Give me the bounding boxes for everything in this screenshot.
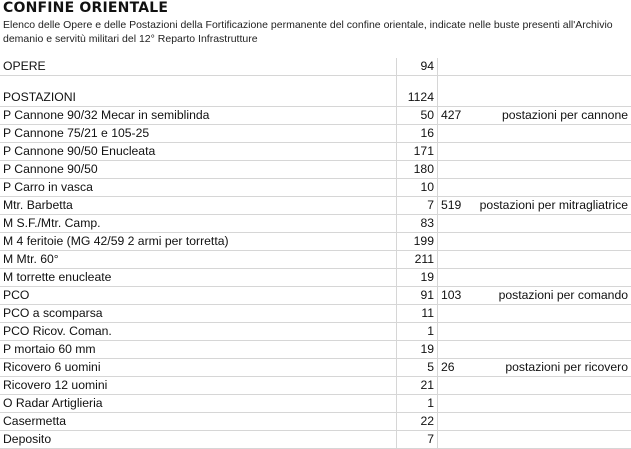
row-count: 10 xyxy=(397,179,438,197)
page-subtitle: Elenco delle Opere e delle Postazioni della Fortificazione permanente del confine orientale, indicate nelle buste presenti all'Archivio demanio e servitù militari del 12° Reparto Infrastrutture xyxy=(3,19,613,45)
table-row xyxy=(0,359,631,377)
row-label: Ricovero 6 uomini xyxy=(0,359,397,377)
row-group-total xyxy=(438,89,477,107)
row-group-total xyxy=(438,431,477,449)
table-row xyxy=(0,395,631,413)
row-count: 21 xyxy=(397,377,438,395)
row-label: M 4 feritoie (MG 42/59 2 armi per torretta) xyxy=(0,233,397,251)
row-count: 1 xyxy=(397,323,438,341)
table-row xyxy=(0,197,631,215)
table-row xyxy=(0,89,631,107)
row-label: P Cannone 90/50 xyxy=(0,161,397,179)
row-count: 83 xyxy=(397,215,438,233)
row-count: 94 xyxy=(397,58,438,76)
row-group-total xyxy=(438,377,477,395)
row-group-description xyxy=(476,251,631,269)
table-row xyxy=(0,179,631,197)
spacer-cell xyxy=(476,76,631,90)
row-group-description xyxy=(476,161,631,179)
row-label: Casermetta xyxy=(0,413,397,431)
row-count: 91 xyxy=(397,287,438,305)
row-label: O Radar Artiglieria xyxy=(0,395,397,413)
row-group-description xyxy=(476,233,631,251)
table-row xyxy=(0,251,631,269)
row-count: 1 xyxy=(397,395,438,413)
row-group-description: postazioni per mitragliatrice xyxy=(476,197,631,215)
row-group-description xyxy=(476,395,631,413)
row-label: M Mtr. 60° xyxy=(0,251,397,269)
row-label: PCO a scomparsa xyxy=(0,305,397,323)
row-group-total: 103 xyxy=(438,287,477,305)
spacer-cell xyxy=(438,76,477,90)
row-label: PCO Ricov. Coman. xyxy=(0,323,397,341)
spacer-cell xyxy=(397,76,438,90)
table-row xyxy=(0,341,631,359)
row-label: M torrette enucleate xyxy=(0,269,397,287)
row-count: 19 xyxy=(397,269,438,287)
table-row xyxy=(0,215,631,233)
row-label: P Cannone 75/21 e 105-25 xyxy=(0,125,397,143)
row-count: 211 xyxy=(397,251,438,269)
row-count: 50 xyxy=(397,107,438,125)
row-count: 171 xyxy=(397,143,438,161)
table-row xyxy=(0,431,631,449)
table-row xyxy=(0,125,631,143)
spacer-row xyxy=(0,76,631,90)
row-group-description: postazioni per cannone xyxy=(476,107,631,125)
page-title: CONFINE ORIENTALE xyxy=(3,0,169,16)
row-group-description: postazioni per comando xyxy=(476,287,631,305)
row-label: PCO xyxy=(0,287,397,305)
row-label: P Carro in vasca xyxy=(0,179,397,197)
row-count: 16 xyxy=(397,125,438,143)
spacer-cell xyxy=(0,76,397,90)
row-label: M S.F./Mtr. Camp. xyxy=(0,215,397,233)
row-group-total xyxy=(438,413,477,431)
row-group-total xyxy=(438,341,477,359)
row-count: 11 xyxy=(397,305,438,323)
table-row xyxy=(0,161,631,179)
row-group-description xyxy=(476,413,631,431)
row-group-total xyxy=(438,323,477,341)
row-label: OPERE xyxy=(0,58,397,76)
row-group-total xyxy=(438,305,477,323)
row-group-description xyxy=(476,179,631,197)
row-group-description xyxy=(476,377,631,395)
table-row xyxy=(0,377,631,395)
row-count: 180 xyxy=(397,161,438,179)
row-group-total xyxy=(438,233,477,251)
row-group-description xyxy=(476,305,631,323)
table-row xyxy=(0,143,631,161)
row-group-total xyxy=(438,125,477,143)
row-group-total: 519 xyxy=(438,197,477,215)
row-count: 7 xyxy=(397,431,438,449)
row-count: 22 xyxy=(397,413,438,431)
fortification-table xyxy=(0,58,631,449)
row-group-description xyxy=(476,89,631,107)
row-group-description xyxy=(476,269,631,287)
row-group-total xyxy=(438,215,477,233)
table-row xyxy=(0,323,631,341)
row-group-description xyxy=(476,215,631,233)
row-count: 19 xyxy=(397,341,438,359)
row-group-total xyxy=(438,58,477,76)
table-body xyxy=(0,58,631,449)
row-group-description xyxy=(476,143,631,161)
row-group-description: postazioni per ricovero xyxy=(476,359,631,377)
row-count: 7 xyxy=(397,197,438,215)
row-group-total xyxy=(438,395,477,413)
row-group-description xyxy=(476,341,631,359)
table-row xyxy=(0,413,631,431)
row-label: Deposito xyxy=(0,431,397,449)
row-group-description xyxy=(476,58,631,76)
row-group-total: 26 xyxy=(438,359,477,377)
row-label: Mtr. Barbetta xyxy=(0,197,397,215)
table-row xyxy=(0,107,631,125)
row-count: 199 xyxy=(397,233,438,251)
row-group-description xyxy=(476,323,631,341)
table-row xyxy=(0,287,631,305)
table-row xyxy=(0,305,631,323)
table-row xyxy=(0,58,631,76)
row-label: P mortaio 60 mm xyxy=(0,341,397,359)
table-row xyxy=(0,269,631,287)
row-count: 1124 xyxy=(397,89,438,107)
row-group-total xyxy=(438,143,477,161)
row-label: P Cannone 90/32 Mecar in semiblinda xyxy=(0,107,397,125)
row-label: P Cannone 90/50 Enucleata xyxy=(0,143,397,161)
row-group-description xyxy=(476,125,631,143)
row-group-total xyxy=(438,269,477,287)
row-group-total xyxy=(438,161,477,179)
table-row xyxy=(0,233,631,251)
row-count: 5 xyxy=(397,359,438,377)
row-group-total xyxy=(438,251,477,269)
row-group-description xyxy=(476,431,631,449)
row-group-total xyxy=(438,179,477,197)
row-label: Ricovero 12 uomini xyxy=(0,377,397,395)
row-label: POSTAZIONI xyxy=(0,89,397,107)
row-group-total: 427 xyxy=(438,107,477,125)
